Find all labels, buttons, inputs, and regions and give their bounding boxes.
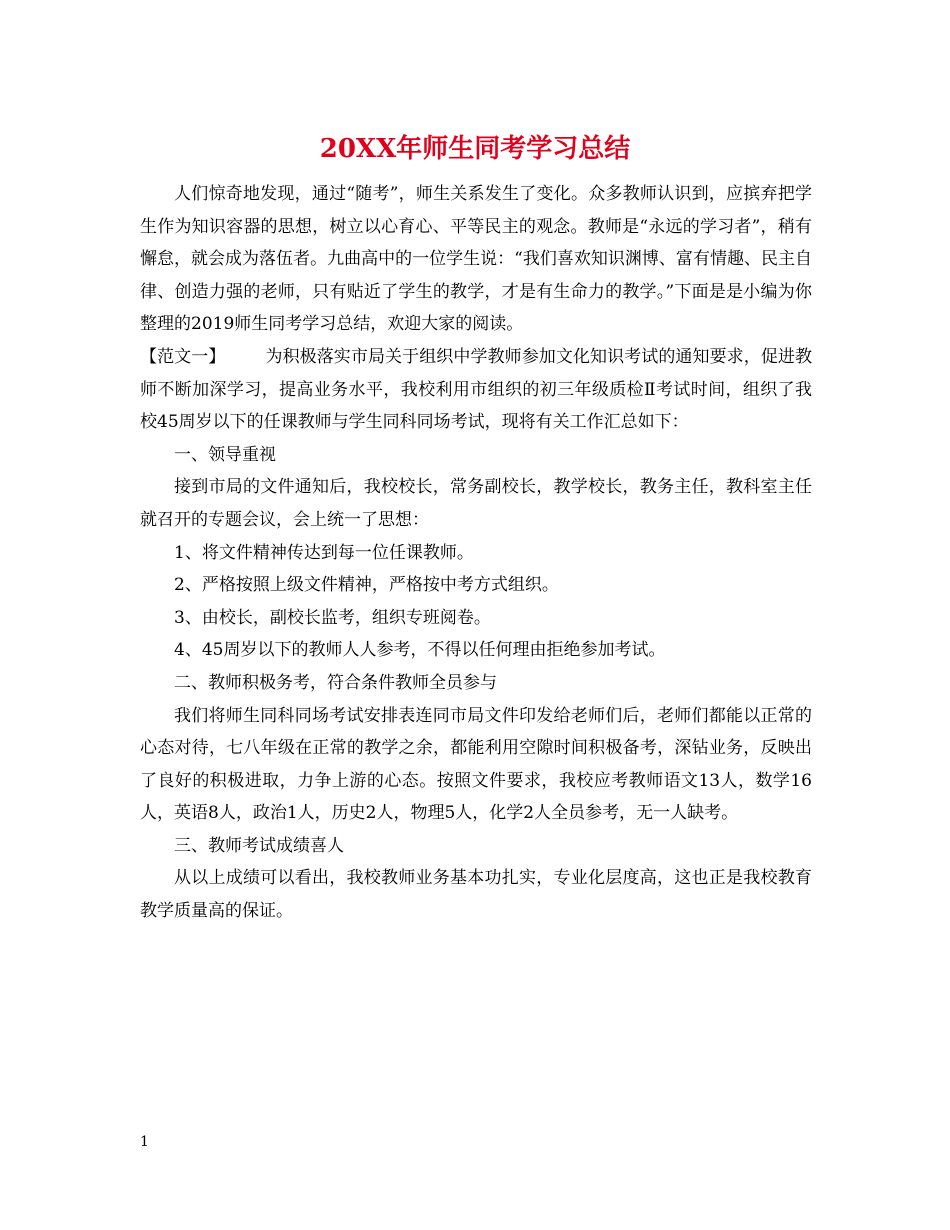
- section-text-1: 接到市局的文件通知后，我校校长，常务副校长，教学校长，教务主任，教科室主任就召开的专题会议，会上统一了思想：: [140, 477, 812, 530]
- document-title: 20XX年师生同考学习总结: [319, 134, 631, 164]
- section-heading-1: 一、领导重视: [174, 444, 276, 465]
- section-text-3: 从以上成绩可以看出，我校教师业务基本功扎实，专业化层度高，这也正是我校教育教学质量高的保证。: [140, 868, 812, 922]
- section-heading-2: 二、教师积极务考，符合条件教师全员参与: [174, 672, 497, 693]
- sample-label: 【范文一】: [140, 346, 226, 367]
- document-body: [140, 178, 812, 928]
- section-heading-3: 三、教师考试成绩喜人: [174, 835, 344, 856]
- list-item: 4、45周岁以下的教师人人参考，不得以任何理由拒绝参加考试。: [174, 640, 666, 661]
- section-text-2: 我们将师生同科同场考试安排表连同市局文件印发给老师们后，老师们都能以正常的心态对待，七八年级在正常的教学之余，都能利用空隙时间积极备考，深钻业务，反映出了良好的积极进取，力争上游的心态。按照文件要求，我校应考教师语文13人，数学16人，英语8人，政治1人，历史2人，物理5人，化学2人全员参考，无一人缺考。: [140, 705, 812, 824]
- page-number: 1: [140, 1134, 149, 1150]
- list-item: 3、由校长，副校长监考，组织专班阅卷。: [174, 607, 491, 628]
- sample-text: 为积极落实市局关于组织中学教师参加文化知识考试的通知要求，促进教师不断加深学习，提高业务水平，我校利用市组织的初三年级质检Ⅱ考试时间，组织了我校45周岁以下的任课教师与学生同科同场考试，现将有关工作汇总如下：: [140, 346, 812, 433]
- list-item: 2、严格按照上级文件精神，严格按中考方式组织。: [174, 575, 559, 596]
- list-item: 1、将文件精神传达到每一位任课教师。: [174, 542, 474, 563]
- sample-paragraph: [140, 341, 812, 439]
- intro-paragraph: 人们惊奇地发现，通过“随考”，师生关系发生了变化。众多教师认识到，应摈弃把学生作为知识容器的思想，树立以心育心、平等民主的观念。教师是“永远的学习者”，稍有懈怠，就会成为落伍者。九曲高中的一位学生说：“我们喜欢知识渊博、富有情趣、民主自律、创造力强的老师，只有贴近了学生的教学，才是有生命力的教学。”下面是是小编为你整理的2019师生同考学习总结，欢迎大家的阅读。: [140, 184, 812, 335]
